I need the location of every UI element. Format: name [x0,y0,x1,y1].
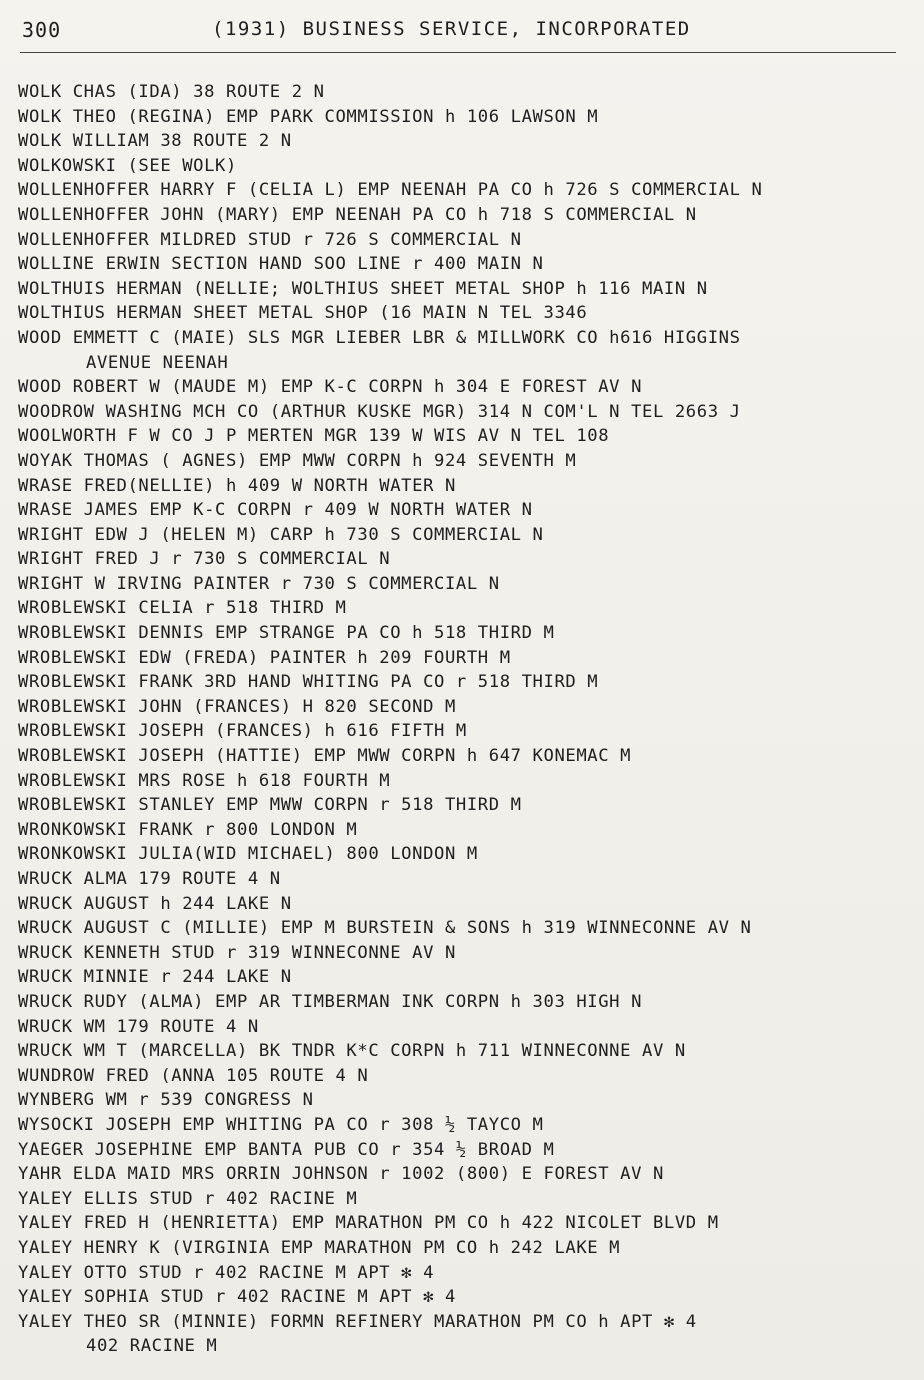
directory-entry: WYNBERG WM r 539 CONGRESS N [18,1090,314,1111]
directory-entry: WRUCK AUGUST C (MILLIE) EMP M BURSTEIN & SONS h 319 WINNECONNE AV N [18,918,752,939]
page-number: 300 [22,18,62,42]
directory-entry: WOLK WILLIAM 38 ROUTE 2 N [18,131,292,152]
page-header [22,18,902,50]
running-head: (1931) BUSINESS SERVICE, INCORPORATED [212,18,691,40]
directory-entry: WRUCK KENNETH STUD r 319 WINNECONNE AV N [18,942,456,963]
directory-entry: YALEY FRED H (HENRIETTA) EMP MARATHON PM CO h 422 NICOLET BLVD M [18,1213,719,1234]
directory-entry-continuation: AVENUE NEENAH [86,352,229,373]
directory-entry: WOLTHUIS HERMAN (NELLIE; WOLTHIUS SHEET METAL SHOP h 116 MAIN N [18,278,708,299]
directory-entry: WRASE FRED(NELLIE) h 409 W NORTH WATER N [18,475,456,496]
directory-entry: YAEGER JOSEPHINE EMP BANTA PUB CO r 354 ½ BROAD M [18,1139,555,1160]
directory-entry: WYSOCKI JOSEPH EMP WHITING PA CO r 308 ½ TAYCO M [18,1114,544,1135]
directory-entry: WRONKOWSKI FRANK r 800 LONDON M [18,819,358,840]
directory-entry: WROBLEWSKI DENNIS EMP STRANGE PA CO h 518 THIRD M [18,623,555,644]
directory-entry: WROBLEWSKI JOSEPH (FRANCES) h 616 FIFTH M [18,721,467,742]
directory-entry: WOLLINE ERWIN SECTION HAND SOO LINE r 400 MAIN N [18,254,544,275]
directory-entry: WROBLEWSKI STANLEY EMP MWW CORPN r 518 THIRD M [18,795,522,816]
directory-entry: WROBLEWSKI EDW (FREDA) PAINTER h 209 FOURTH M [18,647,511,668]
directory-entry: WOLLENHOFFER HARRY F (CELIA L) EMP NEENAH PA CO h 726 S COMMERCIAL N [18,180,763,201]
directory-entry: WOYAK THOMAS ( AGNES) EMP MWW CORPN h 924 SEVENTH M [18,450,577,471]
directory-entry: WRUCK ALMA 179 ROUTE 4 N [18,869,281,889]
directory-entry: WRIGHT EDW J (HELEN M) CARP h 730 S COMMERCIAL N [18,524,544,545]
directory-entry: WROBLEWSKI JOHN (FRANCES) H 820 SECOND M [18,696,456,717]
directory-entry: WRONKOWSKI JULIA(WID MICHAEL) 800 LONDON M [18,844,478,865]
directory-entry: WRIGHT FRED J r 730 S COMMERCIAL N [18,549,391,570]
directory-entry: WOOLWORTH F W CO J P MERTEN MGR 139 W WIS AV N TEL 108 [18,426,610,447]
directory-entry: YALEY SOPHIA STUD r 402 RACINE M APT ✻ 4 [18,1287,456,1308]
directory-entry: WOLLENHOFFER JOHN (MARY) EMP NEENAH PA CO h 718 S COMMERCIAL N [18,204,697,225]
directory-entry: WRASE JAMES EMP K-C CORPN r 409 W NORTH WATER N [18,500,533,521]
directory-entry: WRUCK MINNIE r 244 LAKE N [18,967,292,988]
directory-entry: WOLK THEO (REGINA) EMP PARK COMMISSION h 106 LAWSON M [18,106,599,127]
directory-entry: WRUCK RUDY (ALMA) EMP AR TIMBERMAN INK CORPN h 303 HIGH N [18,991,643,1012]
directory-entry: YALEY HENRY K (VIRGINIA EMP MARATHON PM CO h 242 LAKE M [18,1237,621,1258]
directory-entry: WOOD ROBERT W (MAUDE M) EMP K-C CORPN h 304 E FOREST AV N [18,377,643,398]
directory-entry: YALEY OTTO STUD r 402 RACINE M APT ✻ 4 [18,1262,435,1283]
directory-entry: WOLK CHAS (IDA) 38 ROUTE 2 N [18,82,325,102]
directory-entry: YALEY ELLIS STUD r 402 RACINE M [18,1188,358,1209]
directory-entry: WROBLEWSKI CELIA r 518 THIRD M [18,598,347,619]
directory-entry: WRUCK WM T (MARCELLA) BK TNDR K*C CORPN h 711 WINNECONNE AV N [18,1041,686,1062]
directory-entry: WRUCK WM 179 ROUTE 4 N [18,1016,259,1037]
directory-entry: YAHR ELDA MAID MRS ORRIN JOHNSON r 1002 (800) E FOREST AV N [18,1164,664,1185]
directory-entry: WOLLENHOFFER MILDRED STUD r 726 S COMMERCIAL N [18,229,522,250]
directory-entry: WRUCK AUGUST h 244 LAKE N [18,893,292,914]
directory-entry: WOLKOWSKI (SEE WOLK) [18,155,237,176]
directory-entry: YALEY THEO SR (MINNIE) FORMN REFINERY MARATHON PM CO h APT ✻ 4 [18,1311,697,1332]
directory-entries [18,80,918,1359]
directory-entry-continuation: 402 RACINE M [86,1336,218,1357]
directory-entry: WOLTHIUS HERMAN SHEET METAL SHOP (16 MAIN N TEL 3346 [18,303,588,324]
directory-entry: WUNDROW FRED (ANNA 105 ROUTE 4 N [18,1065,369,1086]
directory-entry: WROBLEWSKI FRANK 3RD HAND WHITING PA CO r 518 THIRD M [18,672,599,693]
directory-entry: WROBLEWSKI MRS ROSE h 618 FOURTH M [18,770,391,791]
directory-entry: WOODROW WASHING MCH CO (ARTHUR KUSKE MGR) 314 N COM'L N TEL 2663 J [18,401,741,422]
header-rule [20,52,896,53]
directory-entry: WOOD EMMETT C (MAIE) SLS MGR LIEBER LBR & MILLWORK CO h616 HIGGINS [18,327,741,348]
directory-entry: WROBLEWSKI JOSEPH (HATTIE) EMP MWW CORPN h 647 KONEMAC M [18,746,632,767]
directory-entry: WRIGHT W IRVING PAINTER r 730 S COMMERCIAL N [18,573,500,594]
